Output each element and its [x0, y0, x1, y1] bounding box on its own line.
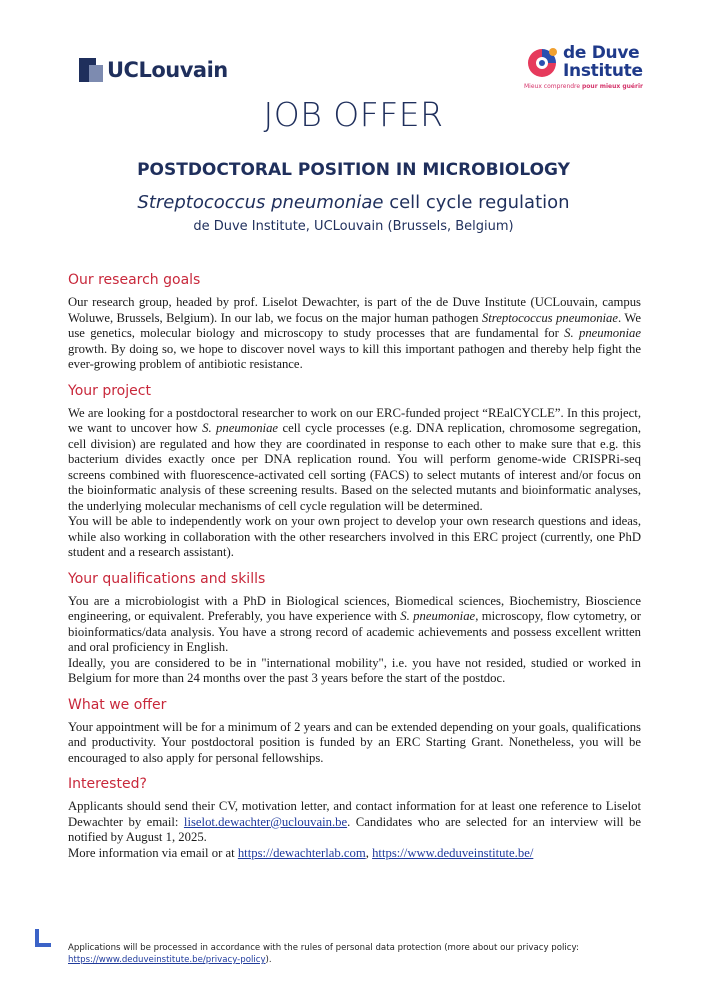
- institute-website-link[interactable]: https://www.deduveinstitute.be/: [372, 845, 534, 860]
- uclouvain-logo-text: UCLouvain: [107, 58, 228, 82]
- offer-text: Your appointment will be for a minimum of 2 years and can be extended depending on your goals, qualifications and productivity. Your postdoctoral position is funded by an ERC Starting Grant. Nonetheless, you will be encouraged to also apply for personal fellowships.: [68, 719, 641, 765]
- de-duve-logo-line1: de Duve: [563, 43, 640, 63]
- project-text: We are looking for a postdoctoral researcher to work on our ERC-funded project “REalCYCLE”. In this project, we want to uncover how S. pneumoniae cell cycle processes (e.g. DNA replication, chromosome segregation, cell division) are regulated and how they are coordinated in response to each other to make sure that e.g. this bacterium divides exactly once per DNA replication round. You will perform genome-wide CRISPRi-seq screens combined with fluorescence-activated cell sorting (FACS) to select mutants of interest and/or focus on the bioinformatic analysis of these screening results. Based on the selected mutants and bioinformatic analyses, the underlying molecular mechanisms of cell cycle regulation will be determined.: [68, 405, 642, 513]
- interested-text: Applicants should send their CV, motivation letter, and contact information for at least one reference to Liselot Dewachter by email: liselot.dewachter@uclouvain.be. Candidates who are selected for an interview will be notified by August 1, 2025.: [68, 799, 641, 844]
- heading-interested: Interested?: [68, 776, 147, 792]
- section-interested: [68, 774, 641, 861]
- project-text-2: You will be able to independently work on your own project to develop your own research questions and ideas, while also working in collaboration with the other researchers involved in this ERC project (currently, one PhD student and a research assistant).: [68, 514, 641, 559]
- page-title: JOB OFFER: [263, 95, 444, 134]
- de-duve-institute-logo: [522, 43, 642, 95]
- heading-your-project: Your project: [68, 382, 151, 399]
- privacy-footer: Applications will be processed in accordance with the rules of personal data protection (more about our privacy policy: https://www.deduveinstitute.be/privacy-policy).: [68, 943, 579, 965]
- section-your-project: [68, 381, 641, 561]
- research-topic: Streptococcus pneumoniae cell cycle regulation: [137, 192, 570, 213]
- research-goals-text: Our research group, headed by prof. Liselot Dewachter, is part of the de Duve Institute (UCLouvain, campus Woluwe, Brussels, Belgium). In our lab, we focus on the major human pathogen Streptococcus pneumoniae. We use genetics, molecular biology and microscopy to study processes that are fundamental for S. pneumoniae growth. By doing so, we hope to discover novel ways to kill this important pathogen and thereby help fight the ever-growing problem of antibiotic resistance.: [68, 295, 641, 371]
- de-duve-tagline: Mieux comprendre pour mieux guérir: [524, 83, 643, 90]
- de-duve-logo-line2: Institute: [563, 61, 643, 81]
- qualifications-text-2: Ideally, you are considered to be in "international mobility", i.e. you have not resided, studied or worked in Belgium for more than 24 months over the past 3 years before the start of the postdoc.: [68, 655, 641, 685]
- position-title: POSTDOCTORAL POSITION IN MICROBIOLOGY: [137, 160, 570, 180]
- heading-qualifications: Your qualifications and skills: [68, 570, 266, 587]
- corner-mark-icon: [35, 929, 51, 947]
- lab-website-link[interactable]: https://dewachterlab.com: [237, 845, 366, 860]
- more-info-text: More information via email or at https://dewachterlab.com, https://www.deduveinstitute.be/: [68, 845, 534, 860]
- uclouvain-logo: [79, 58, 228, 82]
- section-qualifications: [68, 569, 641, 687]
- de-duve-mark-icon: [522, 43, 562, 83]
- uclouvain-mark-icon: [79, 58, 103, 82]
- qualifications-text: You are a microbiologist with a PhD in Biological sciences, Biomedical sciences, Biochemistry, Bioscience engineering, or equivalent. Preferably, you have experience with S. pneumoniae, microscopy, flow cytometry, or bioinformatics/data analysis. You have a strong record of academic achievements and possess excellent written and oral proficiency in English.: [68, 593, 641, 654]
- location: de Duve Institute, UCLouvain (Brussels, Belgium): [193, 219, 514, 234]
- section-what-we-offer: [68, 695, 641, 767]
- heading-what-we-offer: What we offer: [68, 696, 167, 713]
- email-link[interactable]: liselot.dewachter@uclouvain.be: [183, 814, 348, 829]
- privacy-policy-link[interactable]: https://www.deduveinstitute.be/privacy-policy: [68, 955, 266, 965]
- heading-research-goals: Our research goals: [68, 272, 201, 288]
- section-research-goals: [68, 270, 641, 373]
- job-description: [68, 270, 641, 869]
